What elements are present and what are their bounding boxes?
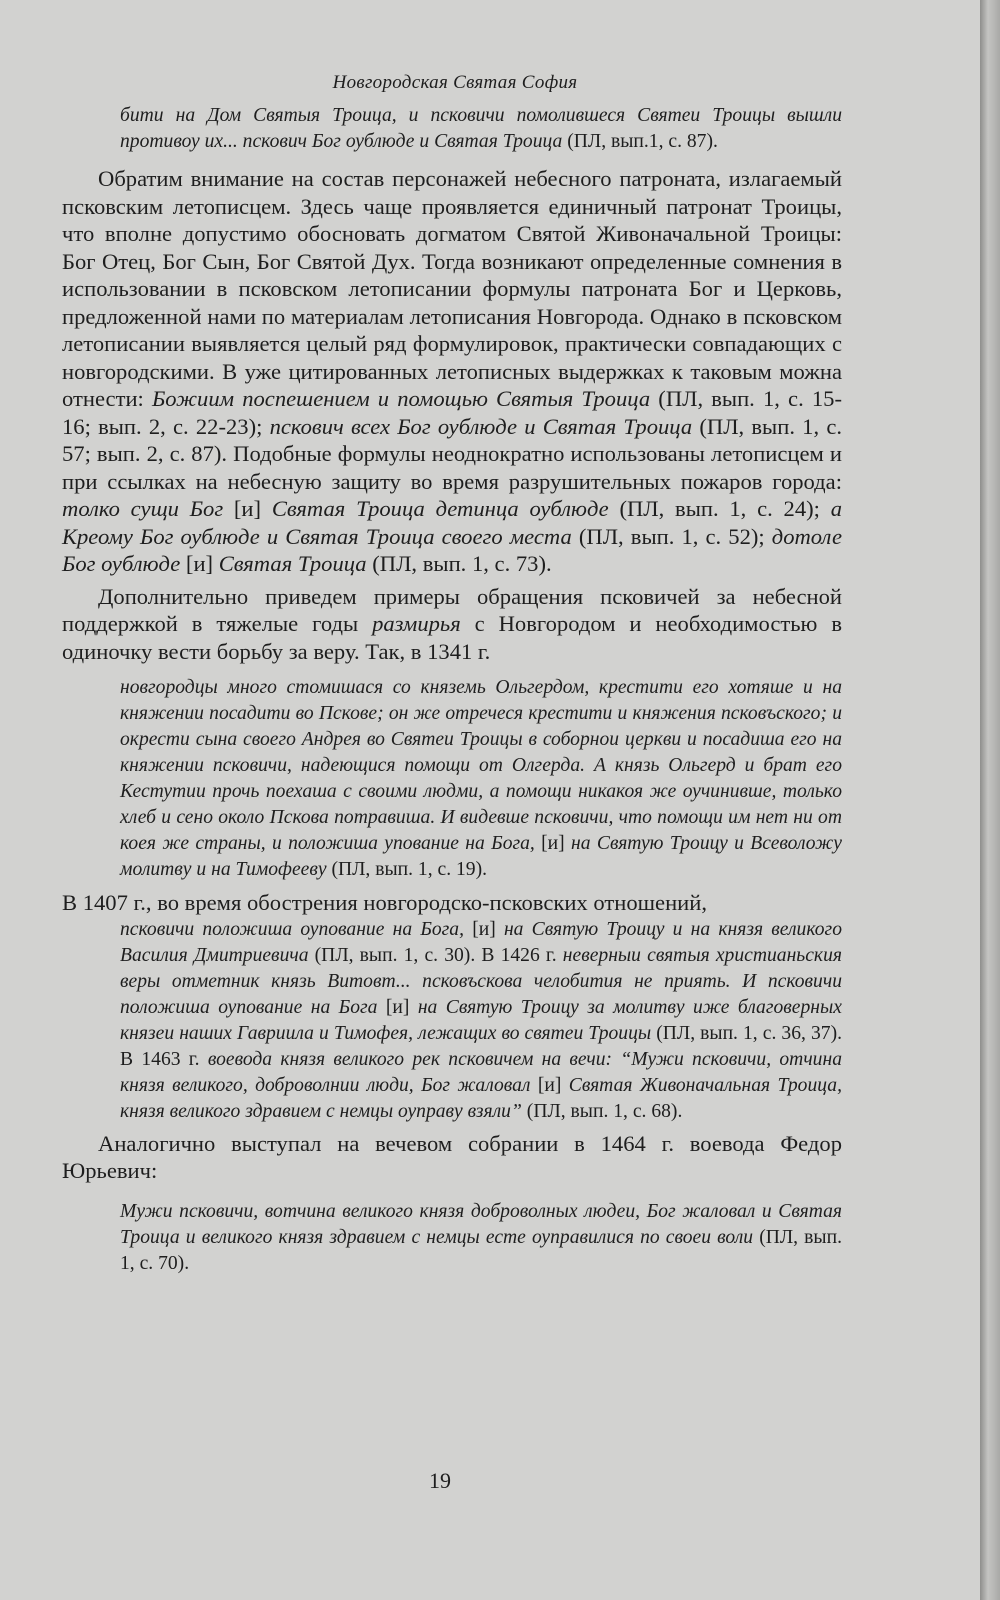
paragraph-1-text-4: [и] <box>223 496 272 521</box>
page-text <box>62 103 842 1277</box>
paragraph-3 <box>62 889 842 917</box>
paragraph-1-text-1: Обратим внимание на состав персонажей небесного патроната, излагаемый псковским летописцем. Здесь чаще проявляется единичный патронат Троицы, что вполне допустимо обосновать догматом Святой Живоначальной Троицы: Бог Отец, Бог Сын, Бог Святой Дух. Тогда возникают определенные сомнения в использовании в псковском летописании формулы патроната Бог и Церковь, предложенной нами по материалам летописания Новгорода. Однако в псковском летописании выявляется целый ряд формулировок, практически совпадающих с новгородскими. В уже цитированных летописных выдержках к таковым можна отнести: <box>62 166 842 411</box>
paragraph-1-italic-3: толко сущи Бог <box>62 496 224 521</box>
paragraph-2-italic-1: размирья <box>372 611 461 636</box>
quote-3-text-6: (ПЛ, вып. 1, с. 68). <box>521 1100 683 1122</box>
quote-2-text-1: [и] <box>534 833 572 854</box>
quote-1-text-1: (ПЛ, вып.1, с. 87). <box>562 131 718 152</box>
paragraph-1-italic-6: дотоле Бог оублюде <box>62 523 842 576</box>
quote-3 <box>120 917 842 1125</box>
quote-3-italic-5: воевода князя великого рек псковичем на вечи: “Мужи псковичи, отчина князя великого, доброволнии люди, Бог жаловал <box>120 1048 842 1096</box>
quote-3-text-4: (ПЛ, вып. 1, с. 36, 37). В 1463 г. <box>120 1022 842 1070</box>
quote-1 <box>120 103 842 155</box>
quote-3-italic-2: на Святую Троицу и на князя великого Василия Дмитриевича <box>120 918 842 966</box>
paragraph-1-italic-1: Божиим поспешением и помощью Святыя Троица <box>151 386 651 411</box>
paragraph-4 <box>62 1130 842 1185</box>
page-edge <box>980 0 1000 1600</box>
quote-2-italic-1: новгородцы много стомишася со княземь Ольгердом, крестити его хотяше и на княжении посадити во Пскове; он же отречеся крестити и княжения псковъского; и окрести сына своего Андрея во Святеи Троицы в соборнои церкви и посадиша его на княжении псковичи, надеющися помощи от Олгерда. А князь Ольгерд и брат его Кестутии прочь поехаша с своими людми, а помощи никакоя же оучинивше, только хлеб и сено около Пскова потравиша. И видевше псковичи, что помощи им нет ни от коея же страны, и положиша упование на Бога, <box>120 677 842 854</box>
quote-2-italic-2: на Святую Троицу и Всеволожу молитву и на Тимофееву <box>120 833 842 880</box>
quote-4-text-1: (ПЛ, вып. 1, с. 70). <box>120 1226 842 1274</box>
paragraph-1-text-8: (ПЛ, вып. 1, с. 73). <box>366 551 552 576</box>
paragraph-1-italic-7: Святая Троица <box>218 551 367 576</box>
quote-2-text-2: (ПЛ, вып. 1, с. 19). <box>326 859 488 880</box>
paragraph-2-text-1: Дополнительно приведем примеры обращения псковичей за небесной поддержкой в тяжелые годы <box>62 583 842 636</box>
quote-3-italic-1: псковичи положиша оупование на Бога, <box>120 918 465 940</box>
quote-3-text-3: [и] <box>377 996 418 1018</box>
paragraph-4-text-1: Аналогично выступал на вечевом собрании в 1464 г. воевода Федор Юрьевич: <box>62 1130 842 1183</box>
quote-3-italic-6: Святая Живоначальная Троица, князя великого здравием с немцы оуправу взяли” <box>120 1074 842 1122</box>
paragraph-1-text-6: (ПЛ, вып. 1, с. 52); <box>571 523 772 549</box>
paragraph-1 <box>62 165 842 578</box>
paragraph-2-text-2: с Новгородом и необходимостью в одиночку вести борьбу за веру. Так, в 1341 г. <box>62 611 842 664</box>
paragraph-1-text-3: (ПЛ, вып. 1, с. 57; вып. 2, с. 87). Подобные формулы неоднократно использованы летописцем и при ссылках на небесную защиту во время разрушительных пожаров города: <box>62 413 842 494</box>
paragraph-1-text-2: (ПЛ, вып. 1, с. 15-16; вып. 2, с. 22-23); <box>62 386 842 439</box>
quote-4-italic-1: Мужи псковичи, вотчина великого князя доброволных людеи, Бог жаловал и Святая Троица и великого князя здравием с немцы есте оуправилися по своеи воли <box>120 1200 842 1248</box>
paragraph-2 <box>62 583 842 666</box>
quote-3-text-1: [и] <box>464 918 504 940</box>
quote-3-text-5: [и] <box>530 1074 569 1096</box>
quote-2 <box>120 675 842 883</box>
paragraph-1-italic-2: пскович всех Бог оублюде и Святая Троица <box>269 413 693 439</box>
paragraph-1-text-5: (ПЛ, вып. 1, с. 24); <box>608 496 831 521</box>
paragraph-3-text-1: В 1407 г., во время обострения новгородско-псковских отношений, <box>62 890 707 915</box>
quote-3-italic-4: на Святую Троицу за молитву иже благоверных князеи наших Гавриила и Тимофея, лежащих во святеи Троицы <box>120 996 842 1044</box>
quote-1-italic-1: бити на Дом Святыя Троица, и псковичи помолившеся Святеи Троицы вышли противоу их... пскович Бог оублюде и Святая Троица <box>120 105 842 152</box>
page-number: 19 <box>429 1468 451 1493</box>
paragraph-1-italic-4: Святая Троица детинца оублюде <box>271 496 609 521</box>
quote-4 <box>120 1199 842 1277</box>
paragraph-1-italic-5: а Креому Бог оублюде и Святая Троица своего места <box>62 496 843 549</box>
paragraph-1-text-7: [и] <box>180 551 219 576</box>
quote-3-text-2: (ПЛ, вып. 1, с. 30). В 1426 г. <box>308 944 563 966</box>
running-title: Новгородская Святая София <box>332 72 578 93</box>
quote-3-italic-3: неверныи святыя христианьския веры отметник князь Витовт... псковъскова челобития не приять. И псковичи положиша оупование на Бога <box>120 944 842 1018</box>
